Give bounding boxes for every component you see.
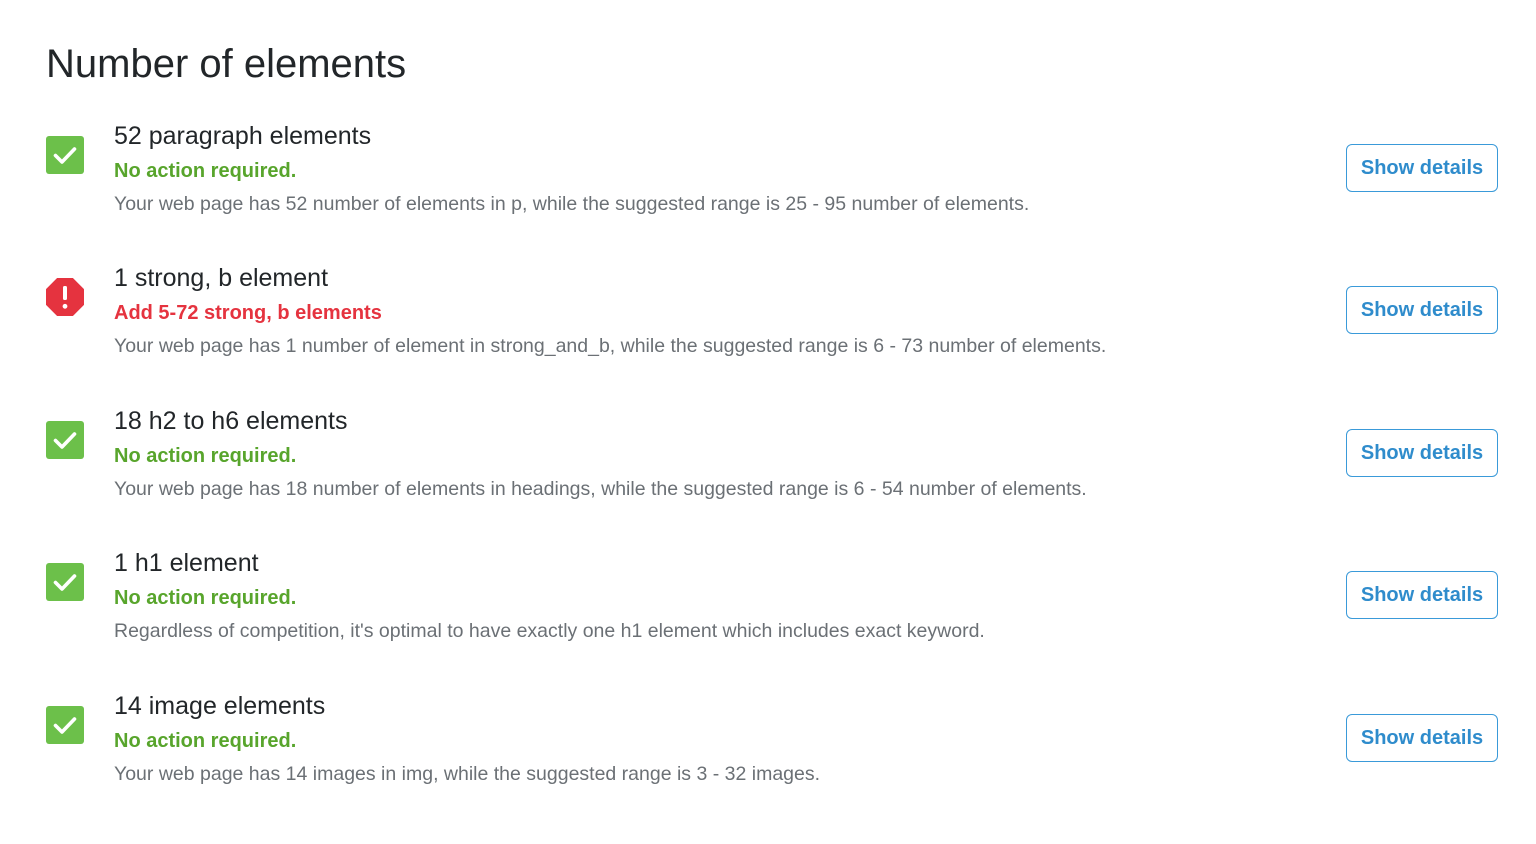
item-description: Your web page has 18 number of elements in headings, while the suggested range is 6 - 54 number of elements. <box>114 478 1087 500</box>
check-icon <box>46 136 84 174</box>
item-status: No action required. <box>114 160 297 182</box>
list-item <box>0 262 1536 382</box>
item-description: Your web page has 1 number of element in strong_and_b, while the suggested range is 6 - 73 number of elements. <box>114 335 1107 357</box>
item-heading: 52 paragraph elements <box>114 122 372 150</box>
list-item <box>0 690 1536 810</box>
show-details-button[interactable]: Show details <box>1346 429 1498 477</box>
item-description: Regardless of competition, it's optimal to have exactly one h1 element which includes exact keyword. <box>114 620 985 642</box>
list-item <box>0 405 1536 525</box>
item-status: No action required. <box>114 587 297 609</box>
item-heading: 14 image elements <box>114 692 326 720</box>
list-item <box>0 120 1536 240</box>
item-heading: 1 h1 element <box>114 549 259 577</box>
check-icon <box>46 421 84 459</box>
show-details-button[interactable]: Show details <box>1346 571 1498 619</box>
page-title: Number of elements <box>46 42 407 86</box>
check-icon <box>46 706 84 744</box>
item-status: Add 5-72 strong, b elements <box>114 302 382 324</box>
show-details-button[interactable]: Show details <box>1346 286 1498 334</box>
check-icon <box>46 563 84 601</box>
item-heading: 1 strong, b element <box>114 264 329 292</box>
item-status: No action required. <box>114 445 297 467</box>
item-heading: 18 h2 to h6 elements <box>114 407 348 435</box>
item-status: No action required. <box>114 730 297 752</box>
error-icon <box>46 278 84 316</box>
show-details-button[interactable]: Show details <box>1346 714 1498 762</box>
show-details-button[interactable]: Show details <box>1346 144 1498 192</box>
item-description: Your web page has 52 number of elements in p, while the suggested range is 25 - 95 number of elements. <box>114 193 1030 215</box>
list-item <box>0 547 1536 667</box>
item-description: Your web page has 14 images in img, while the suggested range is 3 - 32 images. <box>114 763 821 785</box>
